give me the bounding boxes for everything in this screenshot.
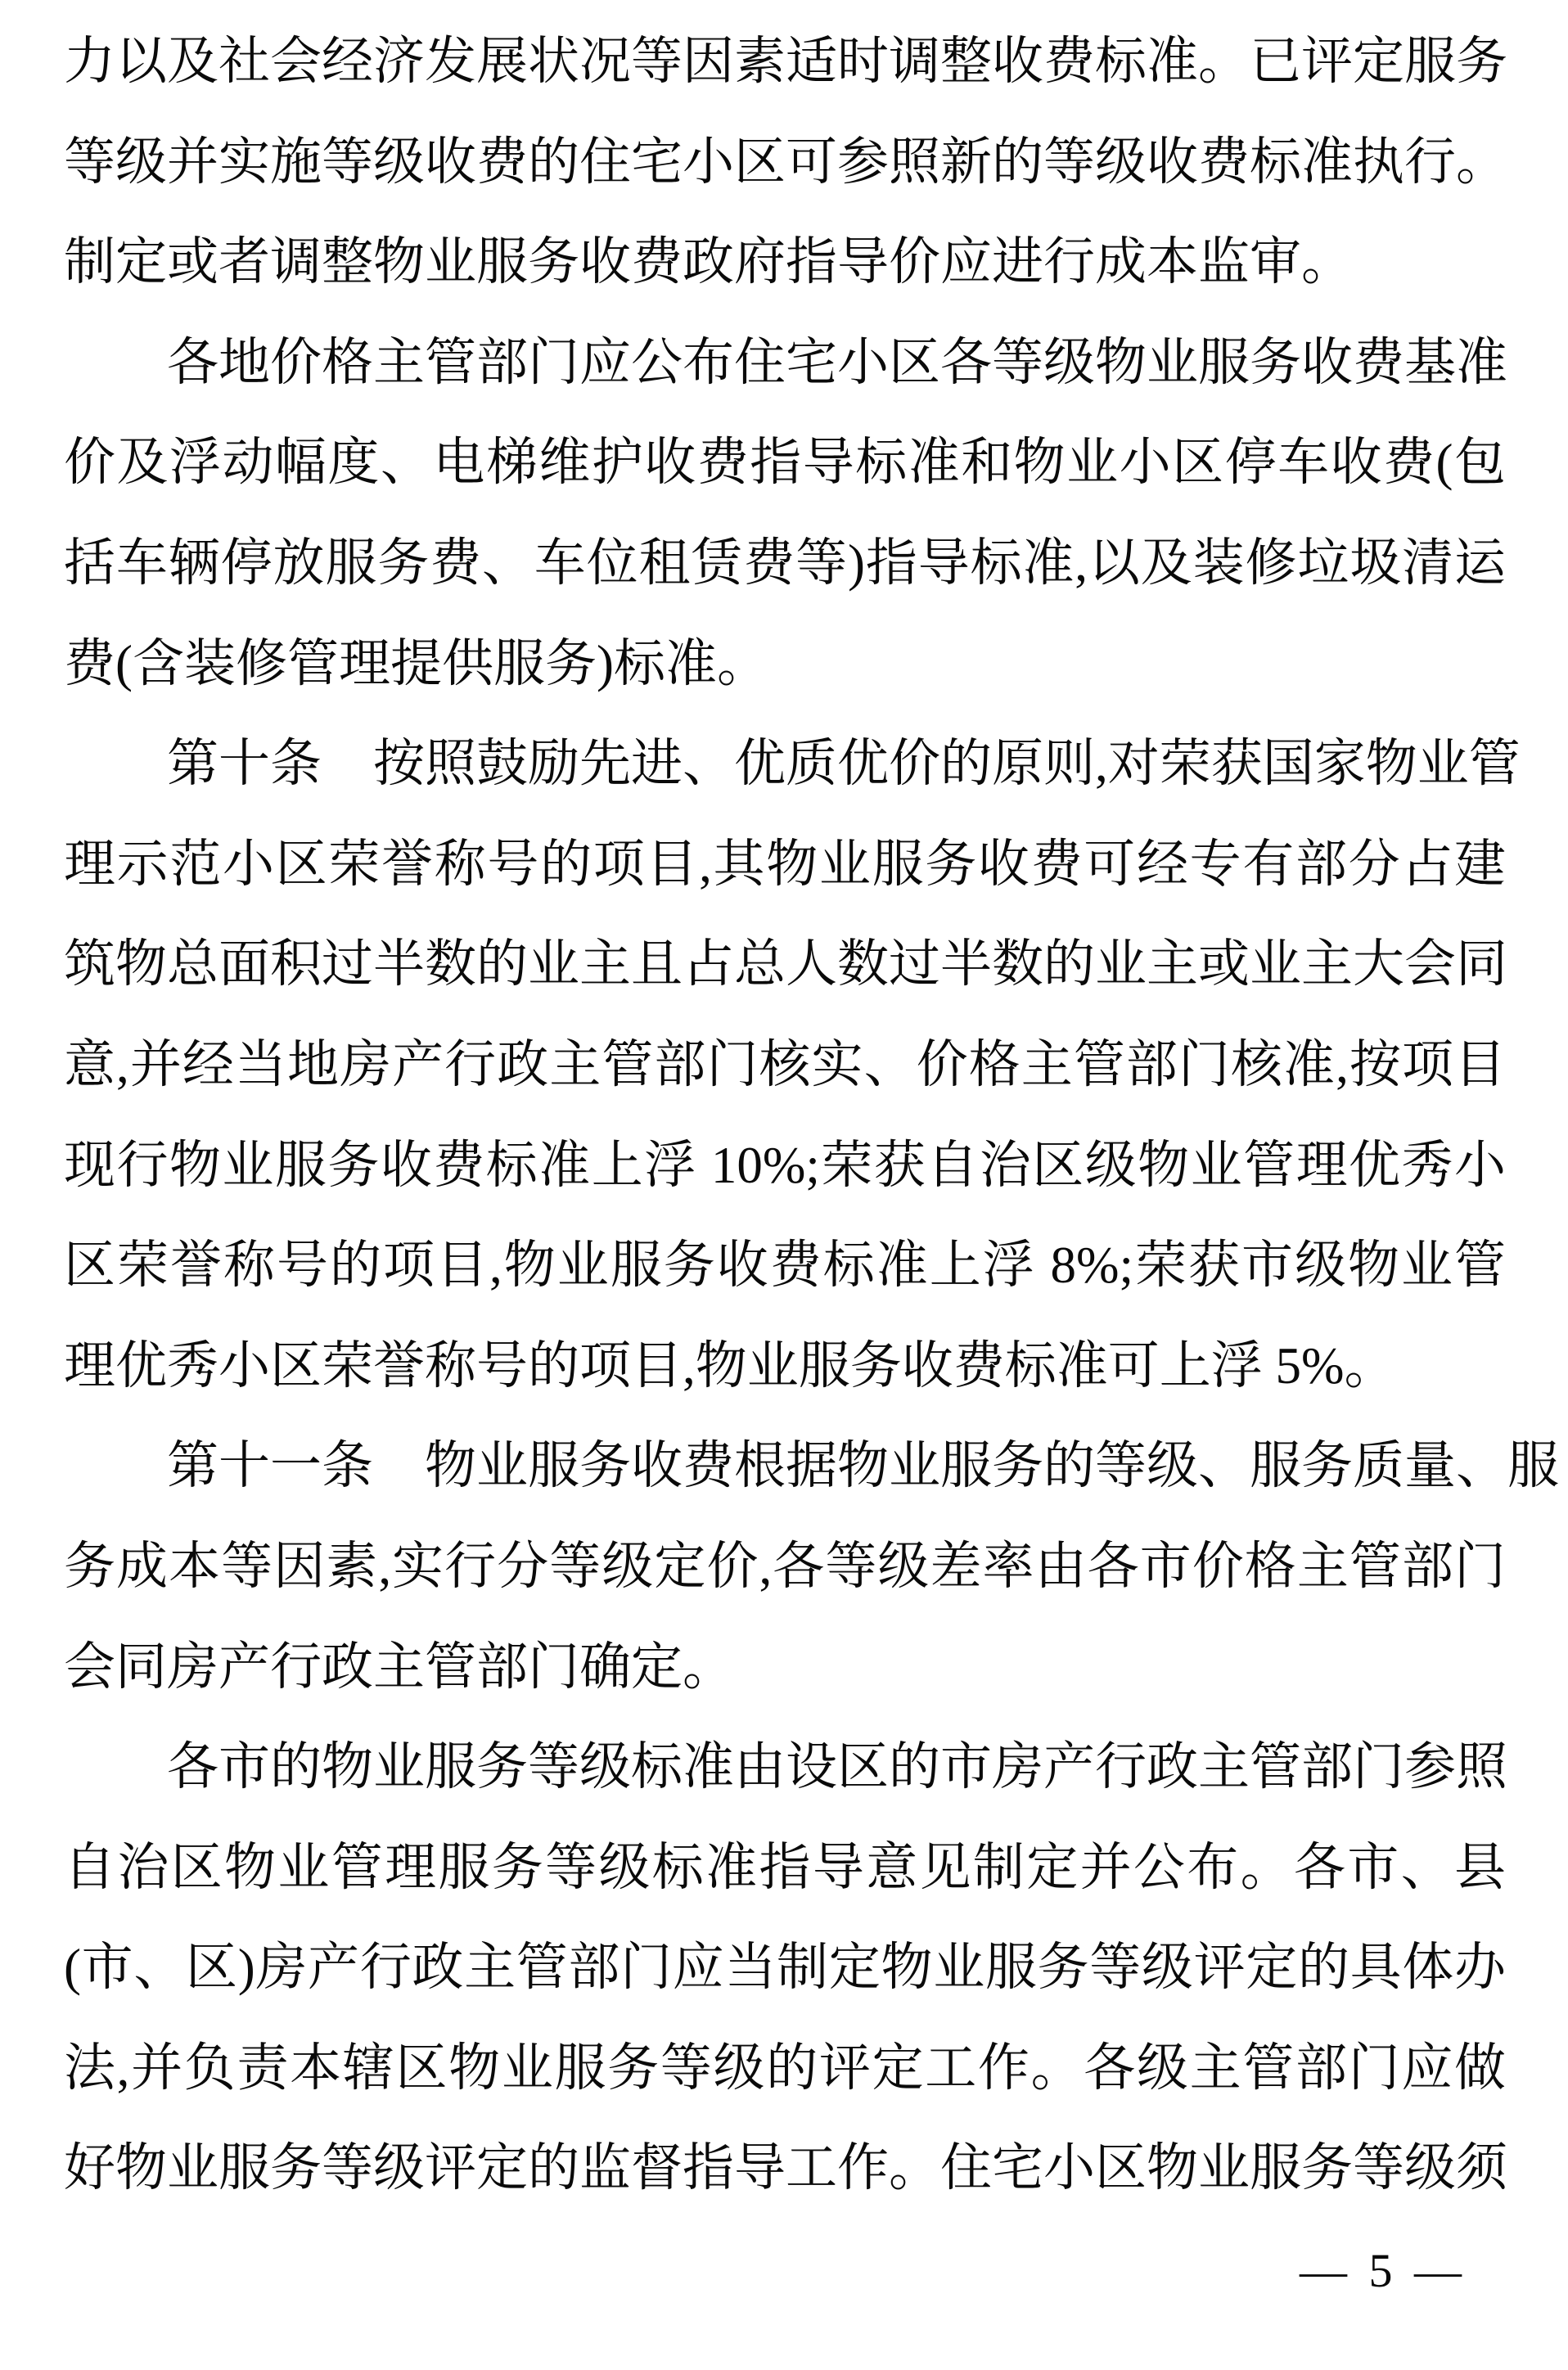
text-line: (市、区)房产行政主管部门应当制定物业服务等级评定的具体办 [64, 1939, 1506, 1997]
text-line: 括车辆停放服务费、车位租赁费等)指导标准,以及装修垃圾清运 [64, 534, 1506, 592]
text-line: 务成本等因素,实行分等级定价,各等级差率由各市价格主管部门 [64, 1537, 1506, 1595]
text-line: 力以及社会经济发展状况等因素适时调整收费标准。已评定服务 [64, 33, 1507, 90]
text-line: 理优秀小区荣誉称号的项目,物业服务收费标准可上浮 5%。 [64, 1336, 1396, 1395]
text-line: 各地价格主管部门应公布住宅小区各等级物业服务收费基准 [167, 333, 1507, 391]
page-number: — 5 — [1300, 2244, 1467, 2297]
text-line: 会同房产行政主管部门确定。 [64, 1638, 734, 1696]
text-line: 意,并经当地房产行政主管部门核实、价格主管部门核准,按项目 [64, 1035, 1506, 1093]
text-line: 法,并负责本辖区物业服务等级的评定工作。各级主管部门应做 [64, 2039, 1506, 2097]
text-line: 第十一条 物业服务收费根据物业服务的等级、服务质量、服 [167, 1437, 1559, 1495]
text-line: 第十条 按照鼓励先进、优质优价的原则,对荣获国家物业管 [167, 735, 1521, 793]
text-block [64, 11, 1559, 2219]
text-line: 制定或者调整物业服务收费政府指导价应进行成本监审。 [64, 233, 1353, 291]
text-line: 区荣誉称号的项目,物业服务收费标准上浮 8%;荣获市级物业管 [64, 1237, 1506, 1295]
text-line: 好物业服务等级评定的监督指导工作。住宅小区物业服务等级须 [64, 2139, 1507, 2197]
text-line: 筑物总面积过半数的业主且占总人数过半数的业主或业主大会同 [64, 935, 1507, 994]
text-line: 费(含装修管理提供服务)标准。 [64, 634, 768, 692]
text-line: 现行物业服务收费标准上浮 10%;荣获自治区级物业管理优秀小 [64, 1136, 1506, 1194]
text-line: 理示范小区荣誉称号的项目,其物业服务收费可经专有部分占建 [64, 835, 1506, 893]
text-line: 等级并实施等级收费的住宅小区可参照新的等级收费标准执行。 [64, 133, 1507, 191]
text-line: 价及浮动幅度、电梯维护收费指导标准和物业小区停车收费(包 [64, 434, 1506, 492]
text-line: 自治区物业管理服务等级标准指导意见制定并公布。各市、县 [64, 1838, 1506, 1896]
text-line: 各市的物业服务等级标准由设区的市房产行政主管部门参照 [167, 1738, 1507, 1796]
